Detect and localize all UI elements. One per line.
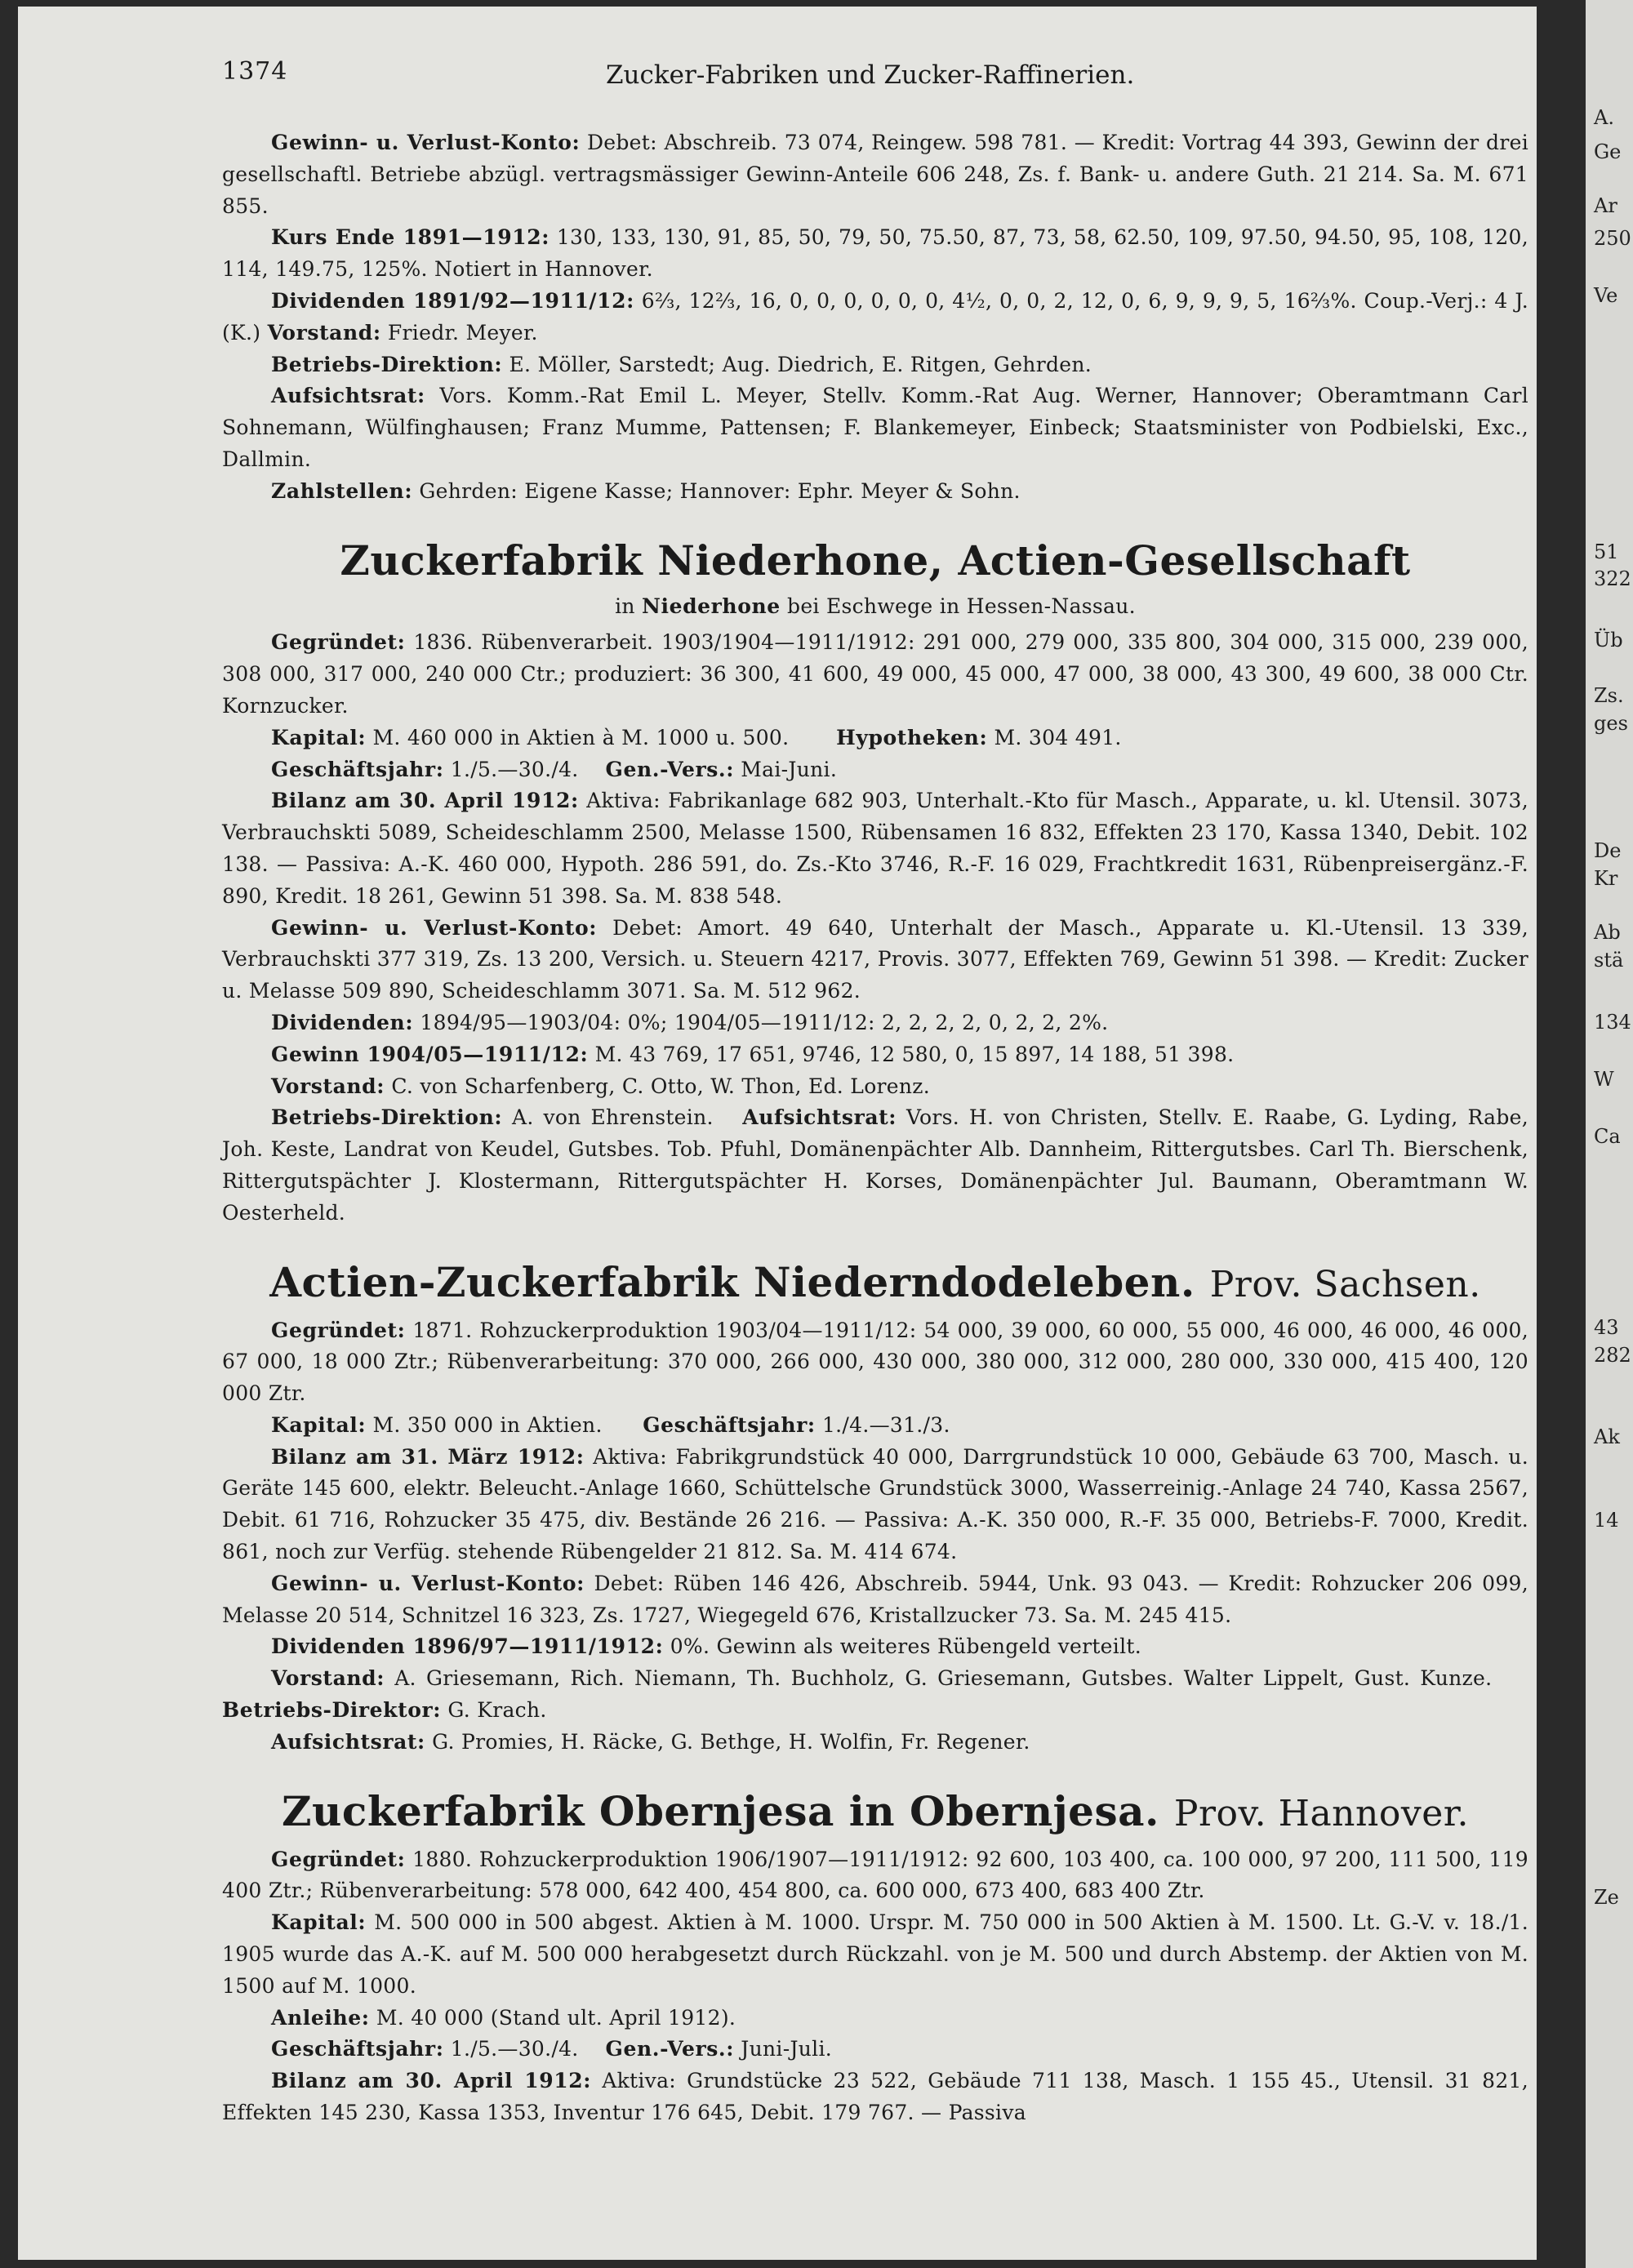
margin-fragment: Ve (1594, 284, 1618, 307)
guv-paragraph (222, 127, 1528, 222)
margin-fragment: A. (1594, 106, 1614, 129)
kapital-paragraph (222, 1907, 1528, 2002)
page-content (222, 127, 1528, 2129)
field-text: Aktiva: Fabrikanlage 682 903, Unterhalt.-Kto für Masch., Apparate, u. kl. Utensil. 3073, Verbrauchskti 5089, Scheideschlamm 2500, Melasse 1500, Rübensamen 16 832, Effekten 23 170, Kassa 1340, Debit. 102 138. — Passiva: A.-K. 460 000, Hypoth. 286 591, do. Zs.-Kto 3746, R.-F. 16 029, Frachtkredit 1631, Rübenpreisergänz.-F. 890, Kredit. 18 261, Gewinn 51 398. Sa. M. 838 548. (222, 789, 1528, 908)
field-text: M. 460 000 in Aktien à M. 1000 u. 500. (372, 725, 790, 749)
field-label: Betriebs-Direktion: (271, 1105, 503, 1130)
margin-fragment: 14 (1594, 1509, 1619, 1532)
adjacent-page-edge (1586, 0, 1633, 2268)
field-text: 1./5.—30./4. (450, 757, 579, 781)
field-text: Aktiva: Grundstücke 23 522, Gebäude 711 138, Masch. 1 155 45., Utensil. 31 821, Effekten 145 230, Kassa 1353, Inventur 176 645, Debit. 179 767. — Passiva (222, 2069, 1528, 2125)
company-entry-niederndodeleben (222, 1256, 1528, 1759)
gewinn-paragraph (222, 1039, 1528, 1071)
book-page (18, 7, 1537, 2260)
company-name: Zuckerfabrik Obernjesa in Obernjesa. (282, 1786, 1159, 1835)
gegruendet-paragraph (222, 627, 1528, 722)
margin-fragment: Ge (1594, 140, 1622, 163)
page-number: 1374 (222, 57, 288, 86)
field-label: Betriebs-Direktor: (222, 1698, 442, 1723)
betriebs-paragraph (222, 349, 1528, 381)
field-label: Zahlstellen: (271, 478, 413, 503)
field-text: Debet: Abschreib. 73 074, Reingew. 598 781. — Kredit: Vortrag 44 393, Gewinn der drei gesellschaftl. Betriebe abzügl. vertragsmässiger Gewinn-Anteile 606 248, Zs. f. Bank- u. andere Guth. 21 214. Sa. M. 671 855. (222, 131, 1529, 218)
margin-fragment: De (1594, 839, 1622, 862)
field-text: A. von Ehrenstein. (512, 1105, 714, 1130)
field-text: G. Promies, H. Räcke, G. Bethge, H. Wolfin, Fr. Regener. (432, 1729, 1030, 1754)
guv-paragraph (222, 1568, 1528, 1632)
field-label: Bilanz am 31. März 1912: (271, 1444, 585, 1469)
gegruendet-paragraph (222, 1315, 1528, 1410)
field-text: Aktiva: Fabrikgrundstück 40 000, Darrgrundstück 10 000, Gebäude 63 700, Masch. u. Geräte 145 600, elektr. Beleucht.-Anlage 1660, Schüttelsche Grundstück 3000, Wasserreinig.-Anlage 24 740, Kassa 2567, Debit. 61 716, Rohzucker 35 475, div. Bestände 26 216. — Passiva: A.-K. 350 000, R.-F. 35 000, Betriebs-F. 7000, Kredit. 861, noch zur Verfüg. stehende Rübengelder 21 812. Sa. M. 414 674. (222, 1444, 1529, 1564)
field-label: Dividenden: (271, 1010, 414, 1034)
guv-paragraph (222, 913, 1528, 1007)
field-text: 1894/95—1903/04: 0%; 1904/05—1911/12: 2, 2, 2, 2, 0, 2, 2, 2%. (420, 1010, 1109, 1034)
company-entry-niederhone (222, 534, 1528, 1230)
field-text: 6⅔, 12⅔, 16, 0, 0, 0, 0, 0, 0, 4½, 0, 0, 2, 12, 0, 6, 9, 9, 9, 5, 16⅔%. Coup.-Verj.: 4 J. (K.) (222, 288, 1528, 345)
location-name: Niederhone (642, 594, 781, 618)
field-text: Debet: Rüben 146 426, Abschreib. 5944, Unk. 93 043. — Kredit: Rohzucker 206 099, Melasse 20 514, Schnitzel 16 323, Zs. 1727, Wiegegeld 676, Kristallzucker 73. Sa. M. 245 415. (222, 1571, 1529, 1627)
field-label: Geschäftsjahr: (271, 2037, 444, 2061)
field-label: Kapital: (271, 1412, 367, 1437)
field-label: Hypotheken: (836, 725, 988, 749)
field-text: Gehrden: Eigene Kasse; Hannover: Ephr. Meyer & Sohn. (419, 478, 1021, 503)
margin-fragment: 134 (1594, 1011, 1631, 1034)
field-label: Vorstand: (271, 1074, 385, 1098)
margin-fragment: 51 (1594, 540, 1619, 563)
field-text: M. 500 000 in 500 abgest. Aktien à M. 1000. Urspr. M. 750 000 in 500 Aktien à M. 1500. Lt. G.-V. v. 18./1. 1905 wurde das A.-K. auf M. 500 000 herabgesetzt durch Rückzahl. von je M. 500 und durch Abstemp. der Aktien von M. 1500 auf M. 1000. (222, 1910, 1528, 1998)
margin-fragment: ges (1594, 712, 1628, 735)
margin-fragment: 282 (1594, 1344, 1631, 1367)
field-text: 1836. Rübenverarbeit. 1903/1904—1911/1912: 291 000, 279 000, 335 800, 304 000, 315 000, 239 000, 308 000, 317 000, 240 000 Ctr.; produziert: 36 300, 41 600, 49 000, 45 000, 47 000, 38 000, 43 300, 49 600, 38 000 Ctr. Kornzucker. (222, 630, 1528, 718)
field-label: Gewinn- u. Verlust-Konto: (271, 131, 581, 154)
field-label: Bilanz am 30. April 1912: (271, 2069, 592, 2093)
field-text: A. Griesemann, Rich. Niemann, Th. Buchholz, G. Griesemann, Gutsbes. Walter Lippelt, Gust. Kunze. (394, 1666, 1493, 1691)
aufsichtsrat-paragraph (222, 1727, 1528, 1759)
location-prefix: in (615, 594, 635, 618)
field-label: Dividenden 1896/97—1911/1912: (271, 1634, 664, 1659)
margin-fragment: Ar (1594, 194, 1617, 217)
margin-fragment: Zs. (1594, 684, 1624, 707)
running-title: Zucker-Fabriken und Zucker-Raffinerien. (606, 60, 1135, 90)
company-title (222, 1785, 1528, 1841)
field-text: 1./5.—30./4. (450, 2037, 579, 2061)
company-region: Prov. Hannover. (1173, 1792, 1469, 1834)
anleihe-paragraph (222, 2003, 1528, 2035)
field-label: Kurs Ende 1891—1912: (271, 225, 550, 250)
company-name: Actien-Zuckerfabrik Niederndodeleben. (269, 1257, 1195, 1306)
kapital-paragraph (222, 723, 1528, 754)
margin-fragment: Ze (1594, 1886, 1619, 1909)
field-label: Geschäftsjahr: (643, 1412, 816, 1437)
field-label: Gewinn- u. Verlust-Konto: (271, 915, 598, 940)
vorstand-paragraph (222, 1071, 1528, 1103)
betriebs-aufsicht-paragraph (222, 1102, 1528, 1229)
field-text: C. von Scharfenberg, C. Otto, W. Thon, Ed. Lorenz. (391, 1074, 931, 1098)
field-label: Dividenden 1891/92—1911/12: (271, 288, 634, 313)
margin-fragment: 322 (1594, 567, 1631, 590)
field-label: Aufsichtsrat: (742, 1105, 897, 1130)
field-text: 1./4.—31./3. (821, 1412, 950, 1437)
bilanz-paragraph (222, 785, 1528, 912)
field-text: 0%. Gewinn als weiteres Rübengeld verteilt. (670, 1634, 1141, 1659)
geschaeftsjahr-paragraph (222, 754, 1528, 786)
field-text: Debet: Amort. 49 640, Unterhalt der Masch., Apparate u. Kl.-Utensil. 13 339, Verbrauchskti 377 319, Zs. 13 200, Versich. u. Steuern 4217, Provis. 3077, Effekten 769, Gewinn 51 398. — Kredit: Zucker u. Melasse 509 890, Scheideschlamm 3071. Sa. M. 512 962. (222, 915, 1529, 1003)
field-label: Betriebs-Direktion: (271, 352, 503, 376)
field-label: Anleihe: (271, 2005, 370, 2030)
page-header (222, 57, 1537, 98)
zahlstellen-paragraph (222, 476, 1528, 508)
field-label: Kapital: (271, 1910, 367, 1935)
bilanz-paragraph (222, 2066, 1528, 2129)
previous-company-continuation (222, 127, 1528, 508)
field-text: 1880. Rohzuckerproduktion 1906/1907—1911/1912: 92 600, 103 400, ca. 100 000, 97 200, 111 500, 119 400 Ztr.; Rübenverarbeitung: 578 000, 642 400, 454 800, ca. 600 000, 673 400, 683 400 Ztr. (222, 1847, 1528, 1903)
field-text: Mai-Juni. (741, 757, 838, 781)
field-label: Gegründet: (271, 1318, 406, 1342)
field-text: M. 43 769, 17 651, 9746, 12 580, 0, 15 897, 14 188, 51 398. (594, 1042, 1235, 1066)
location-suffix: bei Eschwege in Hessen-Nassau. (787, 594, 1136, 618)
field-text: Friedr. Meyer. (387, 320, 538, 345)
field-label: Kapital: (271, 725, 367, 749)
company-title (222, 1256, 1528, 1312)
margin-fragment: stä (1594, 949, 1624, 972)
kurs-paragraph (222, 222, 1528, 286)
field-label: Gegründet: (271, 1847, 406, 1871)
margin-fragment: Ca (1594, 1125, 1621, 1148)
field-label: Gegründet: (271, 630, 406, 655)
field-text: E. Möller, Sarstedt; Aug. Diedrich, E. Ritgen, Gehrden. (509, 352, 1092, 376)
field-label: Vorstand: (271, 1666, 385, 1691)
dividenden-paragraph (222, 286, 1528, 349)
field-label: Vorstand: (267, 320, 381, 345)
margin-fragment: 250 (1594, 227, 1631, 250)
margin-fragment: 43 (1594, 1316, 1619, 1339)
field-text: Vors. H. von Christen, Stellv. E. Raabe, G. Lyding, Rabe, Joh. Keste, Landrat von Keudel, Gutsbes. Tob. Pfuhl, Domänenpächter Alb. Dannheim, Rittergutsbes. Carl Th. Bierschenk, Rittergutspächter J. Klostermann, Rittergutspächter H. Korses, Domänenpächter Jul. Baumann, Oberamtmann W. Oesterheld. (222, 1105, 1529, 1225)
field-label: Aufsichtsrat: (271, 1729, 425, 1754)
dividenden-paragraph (222, 1007, 1528, 1039)
field-text: M. 350 000 in Aktien. (372, 1412, 603, 1437)
geschaeftsjahr-paragraph (222, 2034, 1528, 2066)
field-text: Vors. Komm.-Rat Emil L. Meyer, Stellv. Komm.-Rat Aug. Werner, Hannover; Oberamtmann Carl Sohnemann, Wülfinghausen; Franz Mumme, Pattensen; F. Blankemeyer, Einbeck; Staatsminister von Podbielski, Exc., Dallmin. (222, 384, 1529, 471)
field-text: Juni-Juli. (741, 2037, 833, 2061)
margin-fragment: Ak (1594, 1425, 1620, 1448)
bilanz-paragraph (222, 1442, 1528, 1568)
field-label: Gewinn 1904/05—1911/12: (271, 1042, 589, 1066)
company-location (222, 591, 1528, 623)
field-label: Gen.-Vers.: (605, 757, 735, 781)
company-region: Prov. Sachsen. (1209, 1263, 1481, 1305)
margin-fragment: W (1594, 1068, 1614, 1091)
margin-fragment: Üb (1594, 629, 1623, 651)
field-text: M. 40 000 (Stand ult. April 1912). (376, 2005, 736, 2030)
field-text: 130, 133, 130, 91, 85, 50, 79, 50, 75.50, 87, 73, 58, 62.50, 109, 97.50, 94.50, 95, 108, 120, 114, 149.75, 125%. Notiert in Hannover. (222, 225, 1529, 282)
company-title: Zuckerfabrik Niederhone, Actien-Gesellschaft (340, 536, 1411, 585)
company-entry-obernjesa (222, 1785, 1528, 2129)
field-text: M. 304 491. (994, 725, 1122, 749)
field-label: Geschäftsjahr: (271, 757, 444, 781)
aufsichtsrat-paragraph (222, 380, 1528, 475)
margin-fragment: Kr (1594, 867, 1618, 890)
dividenden-paragraph (222, 1631, 1528, 1663)
field-text: G. Krach. (447, 1698, 547, 1723)
gegruendet-paragraph (222, 1844, 1528, 1908)
field-label: Gewinn- u. Verlust-Konto: (271, 1571, 585, 1595)
vorstand-paragraph (222, 1663, 1528, 1727)
field-label: Bilanz am 30. April 1912: (271, 789, 579, 813)
kapital-paragraph (222, 1410, 1528, 1442)
margin-fragment: Ab (1594, 921, 1621, 944)
field-text: 1871. Rohzuckerproduktion 1903/04—1911/12: 54 000, 39 000, 60 000, 55 000, 46 000, 46 000, 46 000, 67 000, 18 000 Ztr.; Rübenverarbeitung: 370 000, 266 000, 430 000, 380 000, 312 000, 280 000, 330 000, 415 400, 120 000 Ztr. (222, 1318, 1528, 1406)
field-label: Gen.-Vers.: (605, 2037, 735, 2061)
field-label: Aufsichtsrat: (271, 384, 425, 408)
